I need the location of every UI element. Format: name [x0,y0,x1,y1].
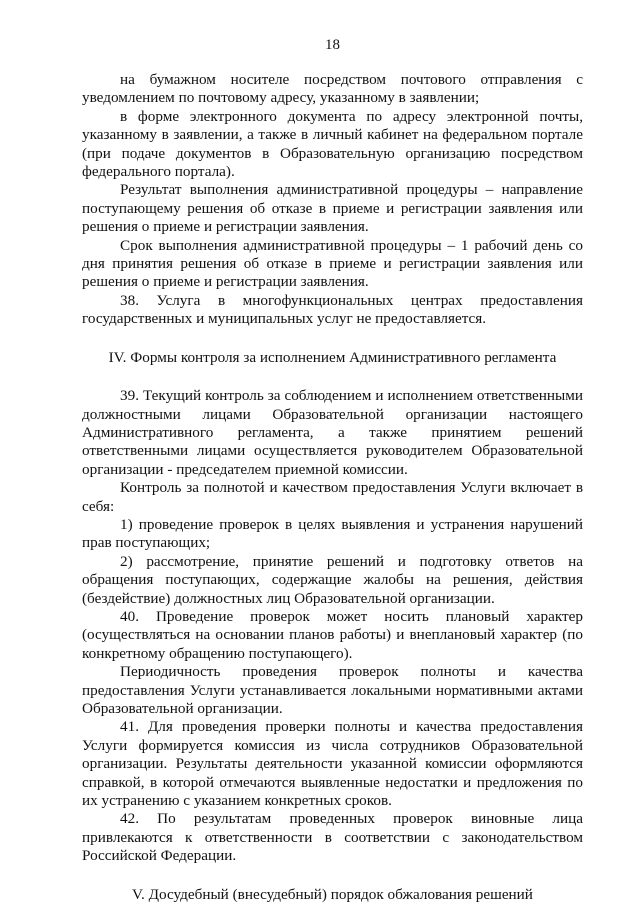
paragraph-procedure-result: Результат выполнения административной процедуры – направление поступающему решения об отказе в приеме и регистрации заявления или решения о приеме и регистрации заявления. [82,181,583,236]
paragraph-42: 42. По результатам проведенных проверок виновные лица привлекаются к ответственности в соответствии с законодательством Российской Федерации. [82,810,583,865]
paragraph-electronic-form: в форме электронного документа по адресу электронной почты, указанному в заявлении, а также в личный кабинет на федеральном портале (при подаче документов в Образовательную организацию посредством федерального портала). [82,107,583,181]
paragraph-39: 39. Текущий контроль за соблюдением и исполнением ответственными должностными лицами Образовательной организации настоящего Административного регламента, а также принятием решений ответственными лицами осуществляется руководителем Образовательной организации - председателем приемной комиссии. [82,387,583,478]
section-iv-heading: IV. Формы контроля за исполнением Административного регламента [108,348,557,366]
paragraph-control-includes: Контроль за полнотой и качеством предоставления Услуги включает в себя: [82,479,583,515]
section-v-heading: V. Досудебный (внесудебный) порядок обжалования решений [132,885,533,903]
paragraph-control-item-2: 2) рассмотрение, принятие решений и подготовку ответов на обращения поступающих, содержащие жалобы на решения, действия (бездействие) должностных лиц Образовательной организации. [82,552,583,607]
paragraph-postal-notice: на бумажном носителе посредством почтового отправления с уведомлением по почтовому адресу, указанному в заявлении; [82,71,583,107]
page-number: 18 [325,37,340,53]
paragraph-procedure-term: Срок выполнения административной процедуры – 1 рабочий день со дня принятия решения об отказе в приеме и регистрации заявления или решения о приеме и регистрации заявления. [82,236,583,291]
paragraph-check-frequency: Периодичность проведения проверок полноты и качества предоставления Услуги устанавливается локальными нормативными актами Образовательной организации. [82,663,583,717]
paragraph-control-item-1: 1) проведение проверок в целях выявления и устранения нарушений прав поступающих; [82,515,583,552]
paragraph-40: 40. Проведение проверок может носить плановый характер (осуществляться на основании планов работы) и внеплановый характер (по конкретному обращению поступающего). [82,607,583,662]
paragraph-41: 41. Для проведения проверки полноты и качества предоставления Услуги формируется комиссия из числа сотрудников Образовательной организации. Результаты деятельности указанной комиссии оформляются справкой, в которой отмечаются выявленные недостатки и предложения по их устранению с указанием конкретных сроков. [82,718,583,810]
paragraph-38: 38. Услуга в многофункциональных центрах предоставления государственных и муниципальных услуг не предоставляется. [82,291,583,328]
